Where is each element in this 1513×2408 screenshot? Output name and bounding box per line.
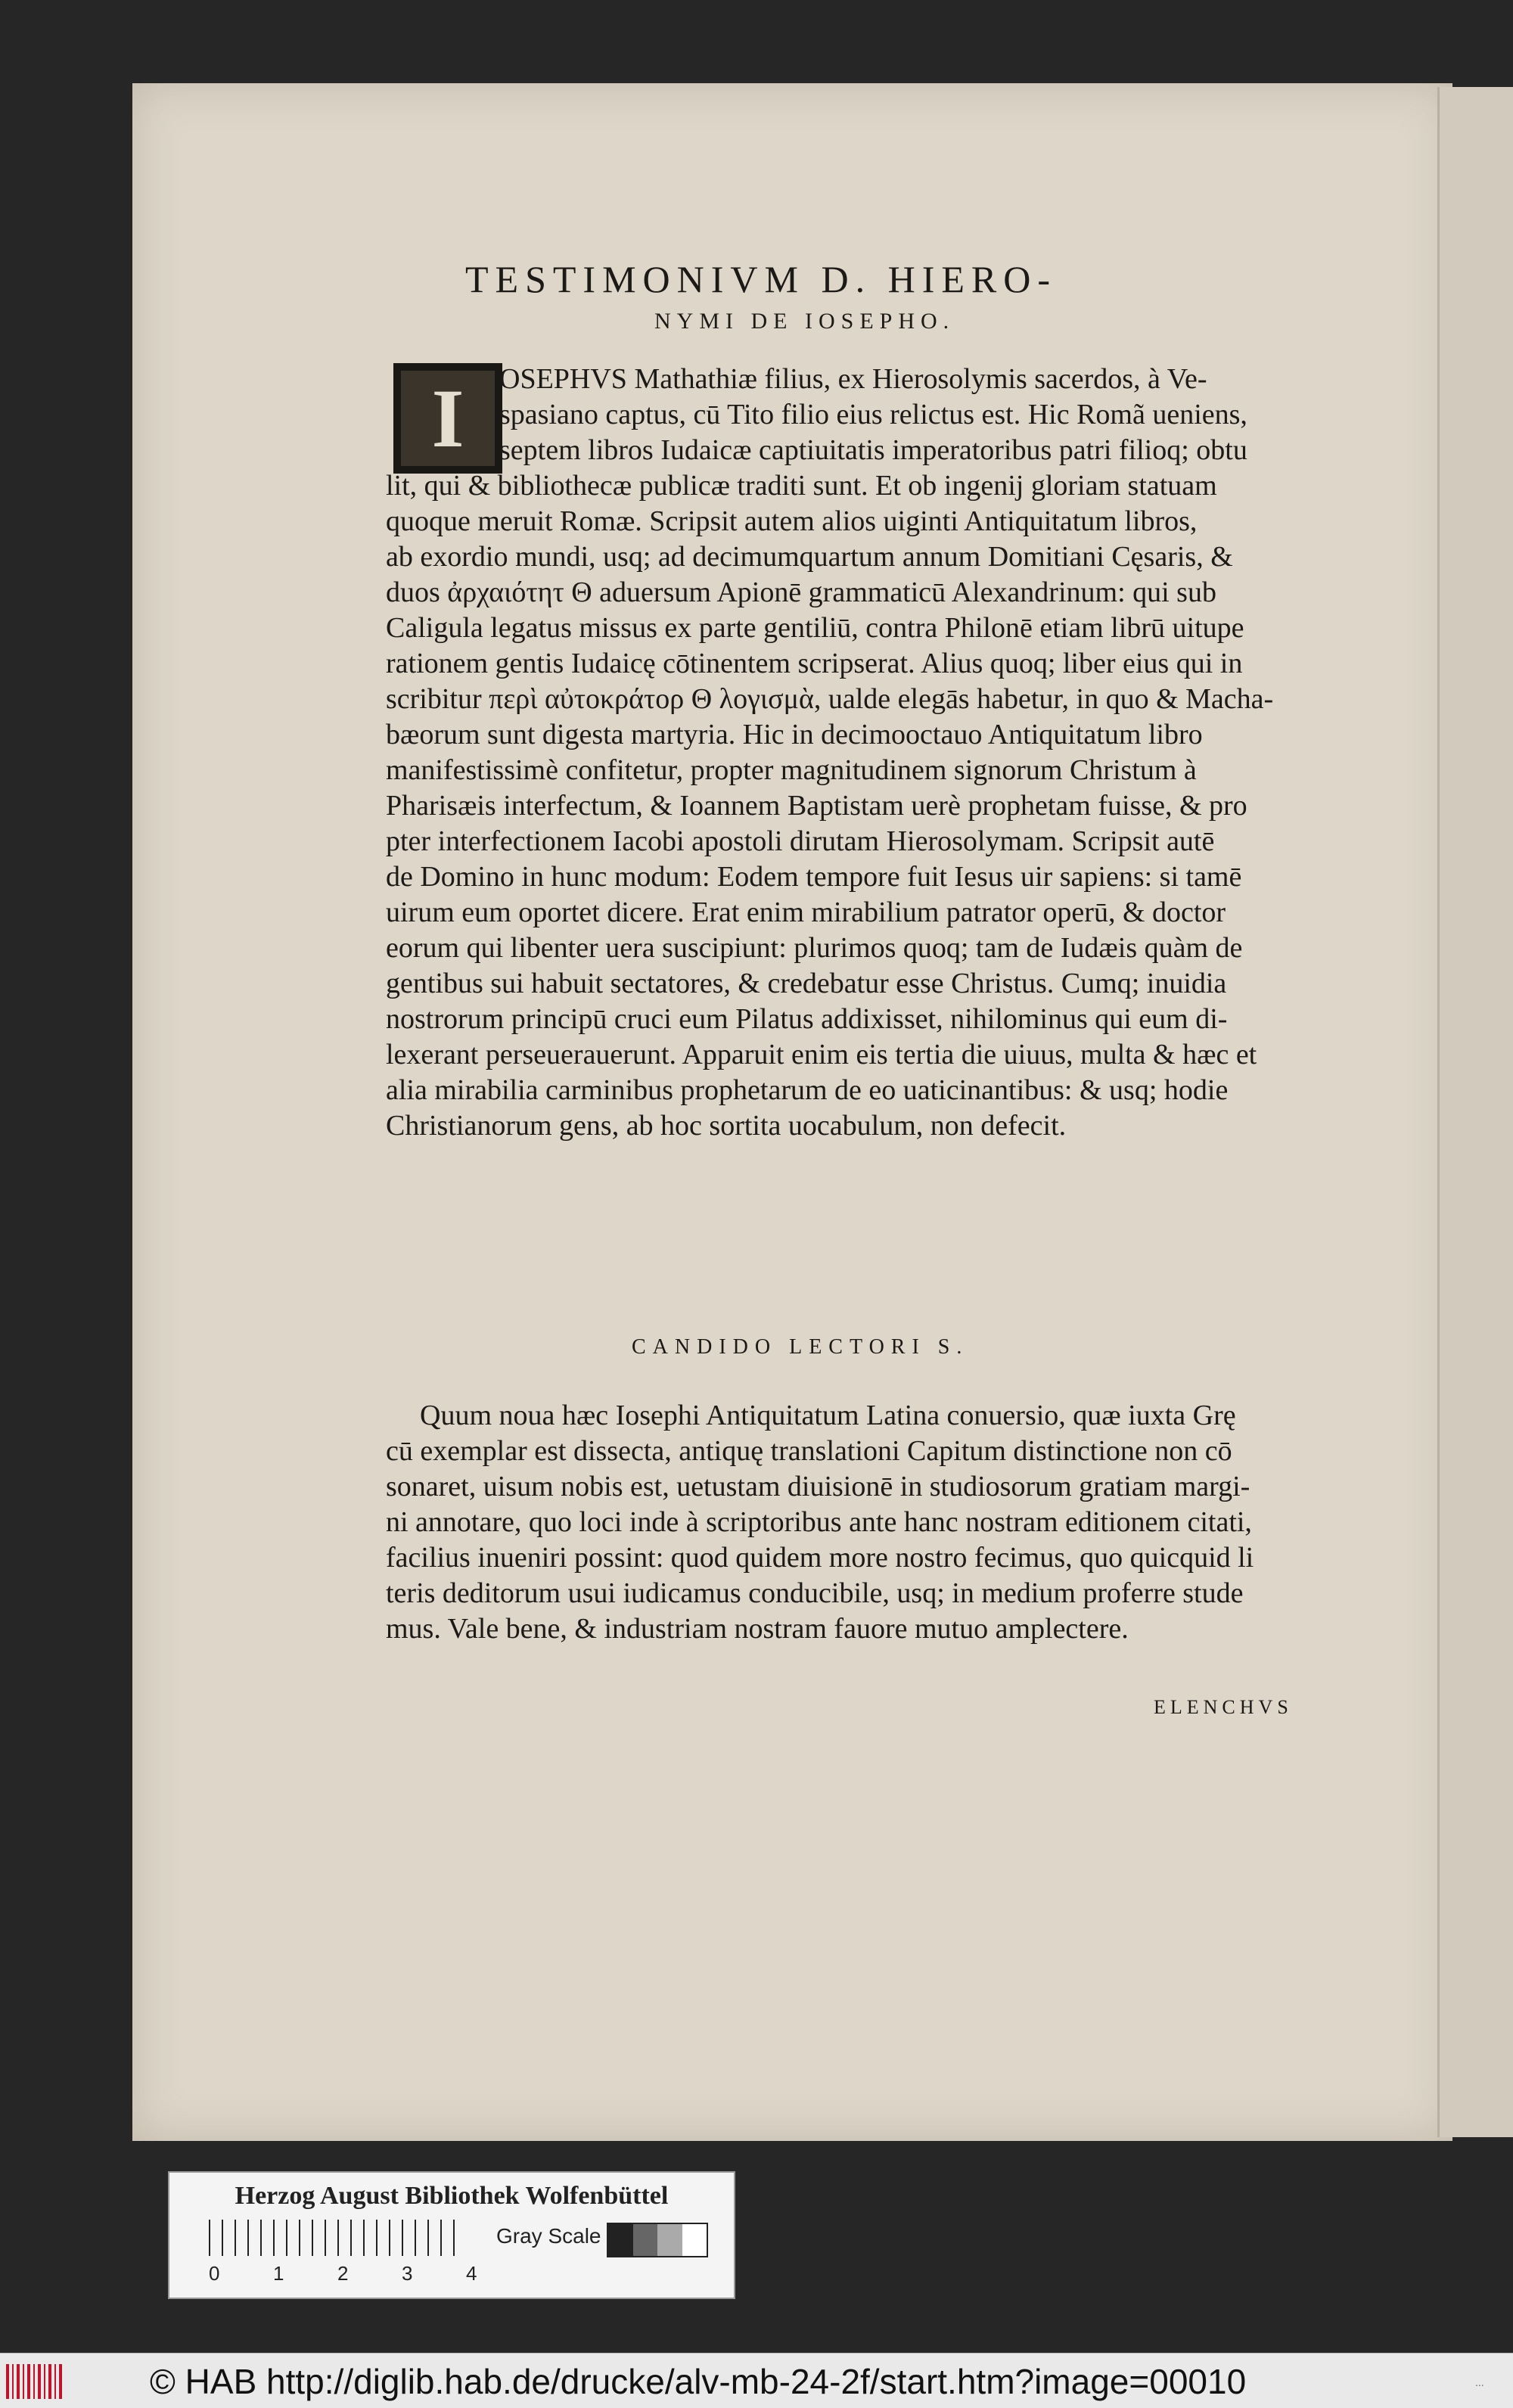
hab-barcode-icon <box>6 2364 65 2399</box>
testimonium-body <box>386 362 1328 1144</box>
body-line: spasiano captus, cū Tito filio eius relictus est. Hic Romã ueniens, <box>499 399 1247 430</box>
body-line: OSEPHVS Mathathiæ filius, ex Hierosolymis sacerdos, à Ve- <box>499 363 1207 395</box>
preface-line: facilius inueniri possint: quod quidem more nostro fecimus, quo quicquid li <box>386 1542 1254 1574</box>
body-line: bæorum sunt digesta martyria. Hic in decimooctauo Antiquitatum libro <box>386 719 1203 750</box>
body-line: nostrorum principū cruci eum Pilatus addixisset, nihilominus qui eum di- <box>386 1003 1228 1035</box>
body-line: eorum qui libenter uera suscipiunt: plurimos quoq; tam de Iudæis quàm de <box>386 932 1243 964</box>
body-line: gentibus sui habuit sectatores, & credebatur esse Christus. Cumq; inuidia <box>386 968 1227 999</box>
ruler-number: 3 <box>402 2262 413 2285</box>
body-line: Pharisæis interfectum, & Ioannem Baptistam uerè prophetam fuisse, & pro <box>386 790 1247 822</box>
title-heading-line1: TESTIMONIVM D. HIERO- <box>465 258 1057 300</box>
body-line: rationem gentis Iudaicę cōtinentem scripserat. Alius quoq; liber eius qui in <box>386 648 1243 679</box>
body-line: uirum eum oportet dicere. Erat enim mirabilium patrator operū, & doctor <box>386 896 1226 928</box>
body-line: de Domino in hunc modum: Eodem tempore fuit Iesus uir sapiens: si tamē <box>386 861 1242 893</box>
body-line: Caligula legatus missus ex parte gentiliū, contra Philonē etiam librū uitupe <box>386 612 1244 644</box>
ruler-number: 0 <box>209 2262 220 2285</box>
body-line: manifestissimè confitetur, propter magnitudinem signorum Christum à <box>386 754 1197 786</box>
ruler-number: 1 <box>273 2262 284 2285</box>
preface-line: Quum noua hæc Iosephi Antiquitatum Latina conuersio, quæ iuxta Grę <box>420 1400 1236 1431</box>
ruler-number: 2 <box>337 2262 349 2285</box>
body-line: duos ἀρχαιότητ Θ aduersum Apionē grammaticū Alexandrinum: qui sub <box>386 576 1216 608</box>
facing-page-edge <box>1437 87 1513 2137</box>
body-line: alia mirabilia carminibus prophetarum de eo uaticinantibus: & usq; hodie <box>386 1074 1229 1106</box>
viewer-footer <box>0 2353 1513 2408</box>
body-line: septem libros Iudaicæ captiuitatis imperatoribus patri filioq; obtu <box>499 434 1247 466</box>
body-line: ab exordio mundi, usq; ad decimumquartum annum Domitiani Cęsaris, & <box>386 541 1233 573</box>
preface-line: ni annotare, quo loci inde à scriptoribus ante hanc nostram editionem citati, <box>386 1506 1252 1538</box>
body-line: lexerant perseuerauerunt. Apparuit enim eis tertia die uiuus, multa & hæc et <box>386 1039 1257 1070</box>
library-color-card <box>168 2171 735 2299</box>
preface-heading: CANDIDO LECTORI S. <box>632 1335 969 1359</box>
preface-line: sonaret, uisum nobis est, uetustam diuisionē in studiosorum gratiam margi- <box>386 1471 1250 1502</box>
ruler-ticks <box>209 2220 466 2256</box>
preface-line: cū exemplar est dissecta, antiquę translationi Capitum distinctione non cō <box>386 1435 1232 1467</box>
body-line: pter interfectionem Iacobi apostoli dirutam Hierosolymam. Scripsit autē <box>386 825 1215 857</box>
body-line: lit, qui & bibliothecæ publicæ traditi sunt. Et ob ingenij gloriam statuam <box>386 470 1217 502</box>
preface-line: teris deditorum usui iudicamus conducibile, usq; in medium proferre stude <box>386 1577 1244 1609</box>
preface-body <box>386 1398 1328 1647</box>
gray-scale-label: Gray Scale <box>496 2224 601 2248</box>
body-line: Christianorum gens, ab hoc sortita uocabulum, non defecit. <box>386 1110 1067 1142</box>
library-name: Herzog August Bibliothek Wolfenbüttel <box>235 2182 669 2210</box>
preface-line: mus. Vale bene, & industriam nostram fauore mutuo amplectere. <box>386 1613 1129 1645</box>
footer-dots: ... <box>1475 2376 1484 2388</box>
body-line: scribitur περὶ αὐτοκράτορ Θ λογισμὰ, ualde elegās habetur, in quo & Macha- <box>386 683 1274 715</box>
initial-letter: I <box>401 371 495 466</box>
ruler-number: 4 <box>466 2262 477 2285</box>
title-heading-line2: NYMI DE IOSEPHO. <box>654 309 955 334</box>
source-url-text[interactable]: © HAB http://diglib.hab.de/drucke/alv-mb-24-2f/start.htm?image=00010 <box>150 2362 1247 2401</box>
body-line: quoque meruit Romæ. Scripsit autem alios uiginti Antiquitatum libros, <box>386 505 1198 537</box>
catchword: ELENCHVS <box>1154 1696 1293 1718</box>
gray-scale-swatch <box>607 2223 708 2257</box>
